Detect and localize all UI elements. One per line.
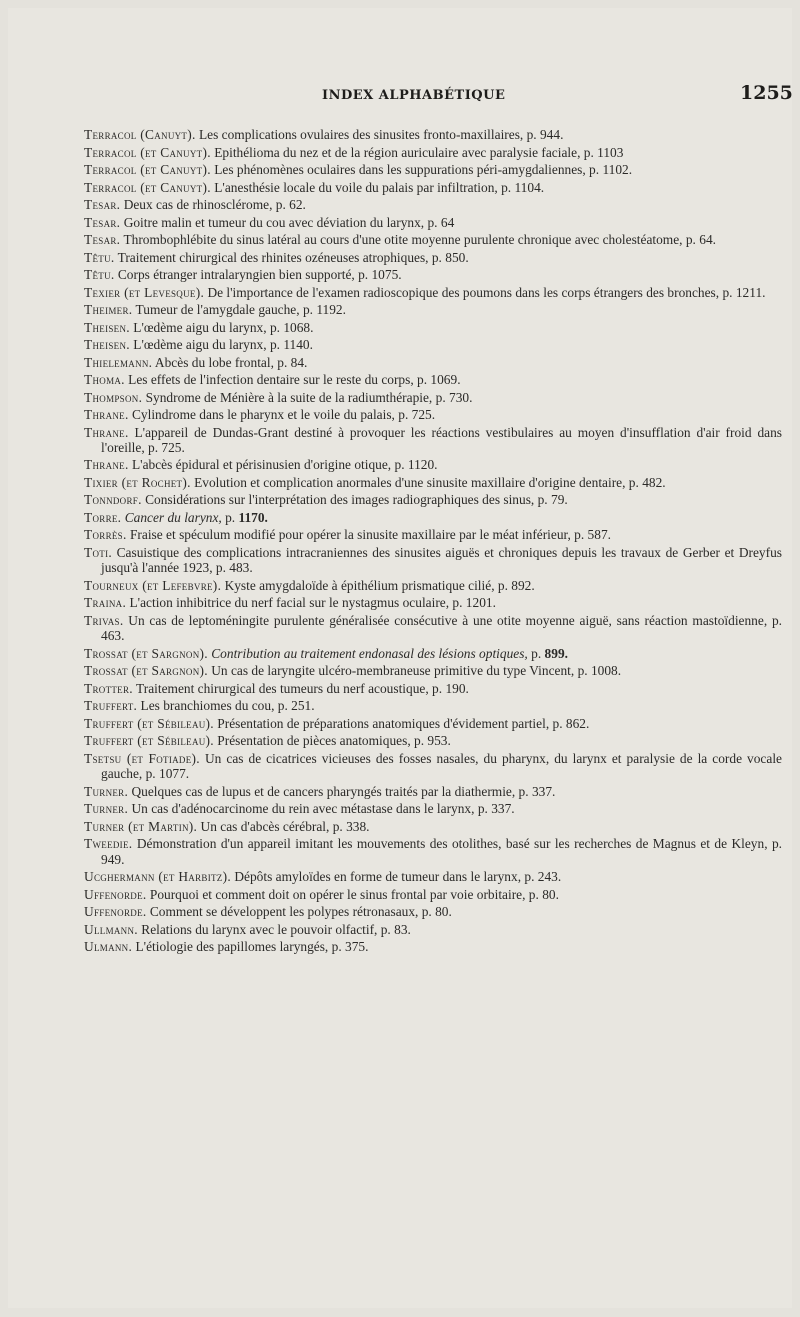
entry-text: Présentation de préparations anatomiques d'évidement partiel, p. 862.	[213, 715, 590, 731]
entry-text: Casuistique des complications intracraniennes des sinusites aiguës et chroniques depuis les travaux de Gerber et Dreyfus jusqu'à l'année 1923, p. 483.	[101, 544, 782, 576]
entry-author: Tesar.	[84, 214, 121, 230]
entry-author: Têtu.	[84, 267, 115, 282]
entry-author: Ulmann.	[84, 939, 133, 955]
index-entry	[84, 457, 782, 472]
index-entry	[84, 784, 782, 799]
entry-text: L'œdème aigu du larynx, p. 1068.	[129, 319, 314, 335]
entry-page-prefix: p.	[527, 645, 545, 661]
entry-author: Tesar.	[84, 232, 121, 247]
entry-text: Un cas d'abcès cérébral, p. 338.	[197, 818, 370, 834]
index-entry	[84, 390, 782, 405]
index-entry	[84, 232, 782, 247]
entry-author: Ucghermann (et Harbitz).	[84, 869, 231, 885]
entry-text: Présentation de pièces anatomiques, p. 953.	[213, 733, 451, 749]
index-entry	[84, 613, 782, 644]
entry-text: L'œdème aigu du larynx, p. 1140.	[129, 337, 313, 352]
entry-author: Têtu.	[84, 249, 115, 265]
entry-author: Turner.	[84, 801, 129, 817]
entry-author: Terracol (et Canuyt).	[84, 144, 211, 160]
entry-author: Tonndorf.	[84, 492, 142, 508]
entry-text: L'abcès épidural et périsinusien d'origine otique, p. 1120.	[128, 457, 438, 473]
index-entry	[84, 922, 782, 937]
entry-author: Tixier (et Rochet).	[84, 474, 191, 490]
index-entry	[84, 250, 782, 265]
entry-text: Epithélioma du nez et de la région auriculaire avec paralysie faciale, p. 1103	[210, 144, 624, 160]
entry-author: Toti.	[84, 544, 113, 560]
entry-text: Un cas de laryngite ulcéro-membraneuse primitive du type Vincent, p. 1008.	[207, 663, 622, 679]
index-entry	[84, 646, 782, 661]
entry-author: Texier (et Levesque).	[84, 284, 205, 300]
entry-author: Trivas.	[84, 612, 124, 628]
index-entry	[84, 595, 782, 610]
entry-text: L'action inhibitrice du nerf facial sur le nystagmus oculaire, p. 1201.	[126, 595, 496, 611]
page-title: INDEX ALPHABÉTIQUE	[322, 88, 506, 103]
entry-text: Fraise et spéculum modifié pour opérer la sinusite maxillaire par le méat inférieur, p. 587.	[126, 527, 611, 543]
index-entry	[84, 663, 782, 678]
index-entry	[84, 215, 782, 230]
page-header	[0, 82, 800, 112]
entry-author: Truffert (et Sébileau).	[84, 715, 214, 731]
index-entry	[84, 887, 782, 902]
index-entry	[84, 751, 782, 782]
index-entry	[84, 733, 782, 748]
index-entry	[84, 145, 782, 160]
index-entry	[84, 180, 782, 195]
entry-author: Uffenorde.	[84, 886, 147, 902]
entry-page-bold: 899.	[544, 645, 568, 661]
entry-author: Thompson.	[84, 389, 143, 405]
entry-text: Démonstration d'un appareil imitant les mouvements des otolithes, basé sur les recherches de Magnus et de Kleyn, p. 949.	[101, 836, 782, 867]
entry-author: Theimer.	[84, 302, 133, 317]
index-entry	[84, 510, 782, 525]
entry-author: Torrès.	[84, 527, 127, 543]
entry-author: Trossat (et Sargnon).	[84, 663, 208, 679]
index-entry	[84, 425, 782, 456]
entry-text: Un cas de cicatrices vicieuses des fosses nasales, du pharynx, du larynx et paralysie de la corde vocale gauche, p. 1077.	[101, 750, 782, 782]
entry-author: Tourneux (et Lefebvre).	[84, 577, 222, 593]
entry-text: Les complications ovulaires des sinusites fronto-maxillaires, p. 944.	[195, 127, 564, 142]
entry-text: L'appareil de Dundas-Grant destiné à provoquer les réactions vestibulaires au moyen d'insufflation d'air froid dans l'oreille, p. 725.	[101, 424, 782, 455]
entry-text: Un cas de leptoméningite purulente généralisée consécutive à une otite moyenne aiguë, sans réaction mastoïdienne, p. 463.	[101, 612, 782, 644]
index-entry	[84, 836, 782, 867]
entry-text: Syndrome de Ménière à la suite de la radiumthérapie, p. 730.	[142, 389, 473, 405]
entry-author: Tsetsu (et Fotiade).	[84, 750, 200, 766]
entry-text: Thrombophlébite du sinus latéral au cours d'une otite moyenne purulente chronique avec cholestéatome, p. 64.	[120, 232, 716, 247]
index-entry	[84, 127, 782, 142]
entry-author: Turner.	[84, 783, 129, 799]
index-entry	[84, 681, 782, 696]
entry-author: Terracol (et Canuyt).	[84, 179, 211, 195]
index-entry	[84, 197, 782, 212]
entry-author: Turner (et Martin).	[84, 818, 198, 834]
entry-author: Terracol (Canuyt).	[84, 127, 196, 142]
index-entry	[84, 904, 782, 919]
entry-text: L'étiologie des papillomes laryngés, p. 375.	[132, 939, 369, 955]
entry-text: Les effets de l'infection dentaire sur le reste du corps, p. 1069.	[124, 372, 461, 387]
entry-text: Kyste amygdaloïde à épithélium prismatique cilié, p. 892.	[221, 577, 535, 593]
entry-author: Truffert.	[84, 698, 138, 714]
index-entry	[84, 285, 782, 300]
entry-author: Thielemann.	[84, 354, 153, 370]
entry-text: De l'importance de l'examen radioscopique des poumons dans les corps étrangers des bronches, p. 1211.	[204, 284, 766, 300]
entry-author: Thoma.	[84, 372, 125, 387]
index-entry	[84, 869, 782, 884]
entry-text: Dépôts amyloïdes en forme de tumeur dans le larynx, p. 243.	[231, 869, 562, 885]
entry-author: Tweedie.	[84, 836, 133, 852]
index-entry	[84, 267, 782, 282]
entry-text: Cylindrome dans le pharynx et le voile du palais, p. 725.	[128, 407, 436, 422]
entry-author: Thrane.	[84, 457, 129, 473]
index-entry	[84, 162, 782, 177]
index-entry	[84, 801, 782, 816]
entry-text: Pourquoi et comment doit on opérer le sinus frontal par voie orbitaire, p. 80.	[146, 886, 559, 902]
index-entry	[84, 819, 782, 834]
index-entry	[84, 527, 782, 542]
index-entry-list	[84, 127, 782, 957]
entry-text: Traitement chirurgical des tumeurs du nerf acoustique, p. 190.	[132, 680, 469, 696]
entry-text: L'anesthésie locale du voile du palais par infiltration, p. 1104.	[210, 179, 545, 195]
entry-text: Les phénomènes oculaires dans les suppurations péri-amygdaliennes, p. 1102.	[210, 162, 633, 177]
entry-author: Traina.	[84, 595, 127, 611]
entry-author: Uffenorde.	[84, 904, 147, 920]
entry-author: Thrane.	[84, 424, 129, 440]
entry-text: Les branchiomes du cou, p. 251.	[137, 698, 315, 714]
entry-text: Corps étranger intralaryngien bien supporté, p. 1075.	[114, 267, 402, 282]
entry-title-italic: Cancer du larynx,	[121, 509, 222, 525]
index-entry	[84, 939, 782, 954]
entry-author: Torre.	[84, 509, 122, 525]
index-entry	[84, 337, 782, 352]
index-entry	[84, 302, 782, 317]
entry-author: Tesar.	[84, 197, 121, 212]
entry-text: Evolution et complication anormales d'une sinusite maxillaire d'origine dentaire, p. 482.	[190, 474, 666, 490]
entry-author: Theisen.	[84, 319, 130, 335]
index-entry	[84, 372, 782, 387]
entry-author: Theisen.	[84, 337, 130, 352]
entry-text: Comment se développent les polypes rétronasaux, p. 80.	[146, 904, 452, 920]
entry-text: Un cas d'adénocarcinome du rein avec métastase dans le larynx, p. 337.	[128, 801, 515, 817]
entry-author: Ullmann.	[84, 921, 138, 937]
entry-text: Deux cas de rhinosclérome, p. 62.	[120, 197, 306, 212]
entry-text: Abcès du lobe frontal, p. 84.	[152, 354, 308, 370]
entry-text: Relations du larynx avec le pouvoir olfactif, p. 83.	[137, 921, 411, 937]
entry-text: Quelques cas de lupus et de cancers pharyngés traités par la diathermie, p. 337.	[128, 783, 556, 799]
entry-title-italic: Contribution au traitement endonasal des lésions optiques,	[207, 645, 528, 661]
entry-text: Goitre malin et tumeur du cou avec déviation du larynx, p. 64	[120, 214, 455, 230]
entry-text: Tumeur de l'amygdale gauche, p. 1192.	[132, 302, 346, 317]
entry-author: Trossat (et Sargnon).	[84, 645, 208, 661]
entry-author: Truffert (et Sébileau).	[84, 733, 214, 749]
entry-page-prefix: p.	[221, 509, 239, 525]
index-entry	[84, 407, 782, 422]
entry-author: Terracol (et Canuyt).	[84, 162, 211, 177]
entry-text: Traitement chirurgical des rhinites ozéneuses atrophiques, p. 850.	[114, 249, 469, 265]
entry-text: Considérations sur l'interprétation des images radiographiques des sinus, p. 79.	[141, 492, 568, 508]
index-entry	[84, 545, 782, 576]
index-entry	[84, 698, 782, 713]
index-entry	[84, 716, 782, 731]
index-entry	[84, 492, 782, 507]
index-entry	[84, 320, 782, 335]
index-entry	[84, 475, 782, 490]
entry-author: Trotter.	[84, 680, 133, 696]
entry-author: Thrane.	[84, 407, 129, 422]
index-entry	[84, 355, 782, 370]
index-entry	[84, 578, 782, 593]
page-number: 1255	[740, 82, 793, 104]
entry-page-bold: 1170.	[238, 509, 268, 525]
